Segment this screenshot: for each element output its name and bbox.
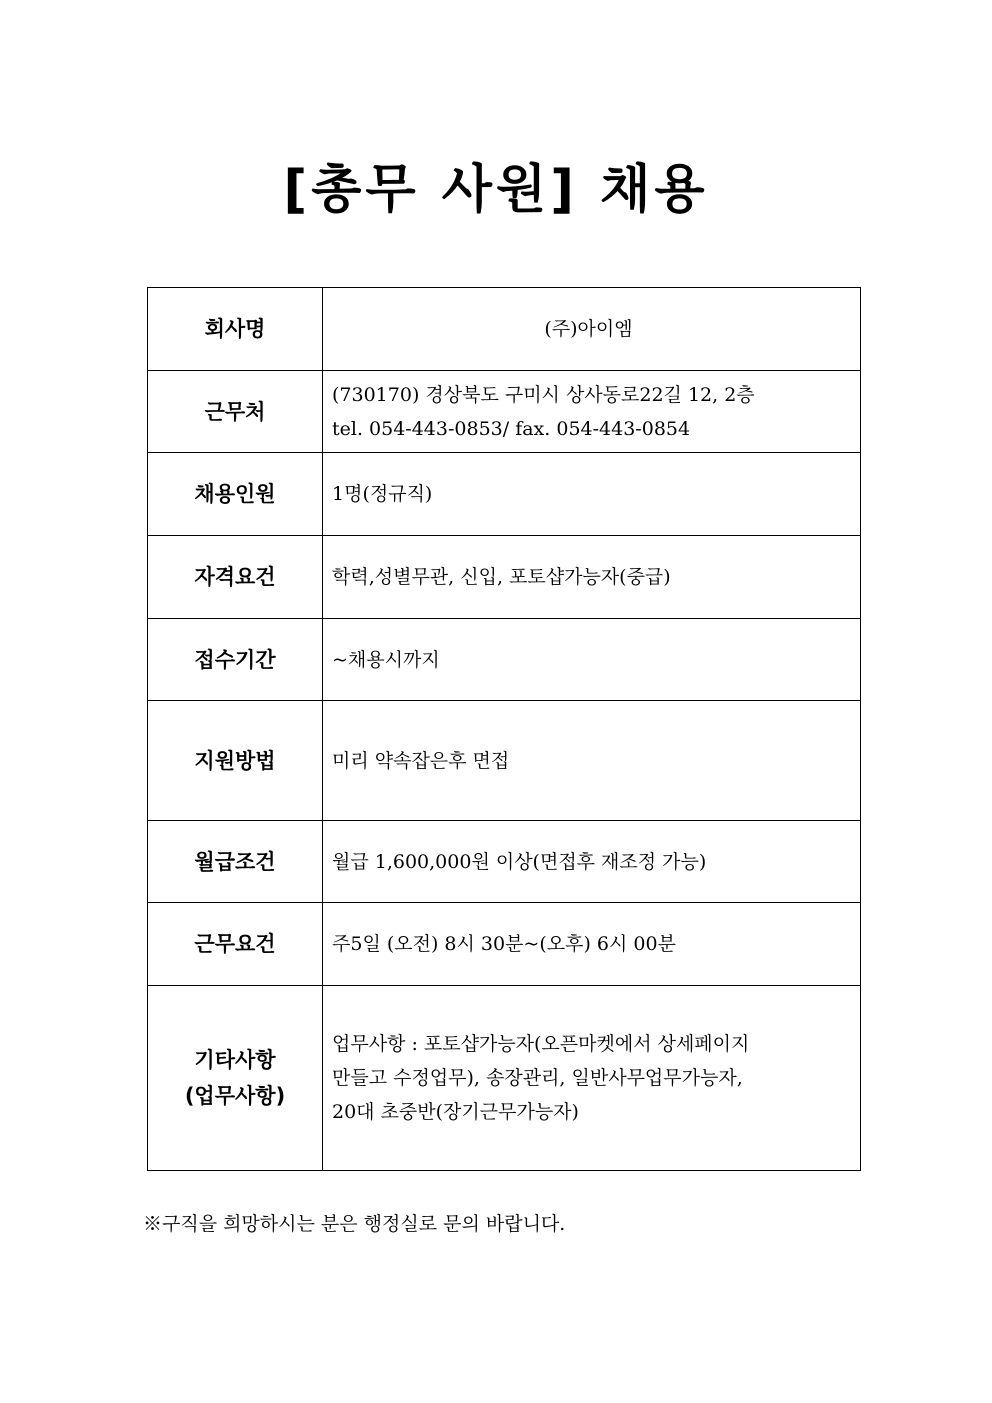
workplace-address: (730170) 경상북도 구미시 상사동로22길 12, 2층 bbox=[332, 383, 755, 406]
table-row-company bbox=[148, 288, 861, 371]
row-value-qualifications bbox=[323, 536, 861, 619]
salary-value: 월급 1,600,000원 이상(면접후 재조정 가능) bbox=[332, 850, 707, 873]
application-method-value: 미리 약속잡은후 면접 bbox=[332, 749, 510, 772]
contact-footnote: ※구직을 희망하시는 분은 행정실로 문의 바랍니다. bbox=[143, 1213, 566, 1235]
row-value-work-conditions bbox=[323, 903, 861, 986]
table-row-salary bbox=[148, 821, 861, 903]
other-details-line-2: 만들고 수정업무), 송장관리, 일반사무업무가능자, bbox=[332, 1067, 743, 1089]
row-label-qualifications: 자격요건 bbox=[148, 536, 323, 619]
row-value-other-details bbox=[323, 986, 861, 1171]
row-value-headcount bbox=[323, 453, 861, 536]
row-value-company bbox=[323, 288, 861, 371]
row-label-other-details bbox=[148, 986, 323, 1171]
row-label-application-period: 접수기간 bbox=[148, 619, 323, 701]
row-label-workplace: 근무처 bbox=[148, 371, 323, 453]
row-label-headcount: 채용인원 bbox=[148, 453, 323, 536]
row-value-salary bbox=[323, 821, 861, 903]
row-label-company: 회사명 bbox=[148, 288, 323, 371]
table-row-application-method bbox=[148, 701, 861, 821]
qualifications-value: 학력,성별무관, 신입, 포토샵가능자(중급) bbox=[332, 566, 671, 588]
work-conditions-value: 주5일 (오전) 8시 30분~(오후) 6시 00분 bbox=[332, 933, 676, 955]
other-details-line-3: 20대 초중반(장기근무가능자) bbox=[332, 1101, 579, 1123]
company-name: (주)아이엠 bbox=[544, 318, 633, 340]
row-label-salary: 월급조건 bbox=[148, 821, 323, 903]
row-value-application-method bbox=[323, 701, 861, 821]
table-row-qualifications bbox=[148, 536, 861, 619]
other-details-line-1: 업무사항 : 포토샵가능자(오픈마켓에서 상세페이지 bbox=[332, 1033, 750, 1055]
table-row-headcount bbox=[148, 453, 861, 536]
row-label-application-method: 지원방법 bbox=[148, 701, 323, 821]
other-details-label-line-2: (업무사항) bbox=[184, 1084, 286, 1108]
job-info-table bbox=[147, 287, 861, 1171]
table-row-workplace bbox=[148, 371, 861, 453]
row-value-application-period bbox=[323, 619, 861, 701]
row-label-work-conditions: 근무요건 bbox=[148, 903, 323, 986]
application-period-value: ~채용시까지 bbox=[332, 648, 440, 671]
page-title: [총무 사원] 채용 bbox=[283, 160, 709, 220]
workplace-contact: tel. 054-443-0853/ fax. 054-443-0854 bbox=[332, 417, 691, 440]
table-row-application-period bbox=[148, 619, 861, 701]
table-row-other-details bbox=[148, 986, 861, 1171]
other-details-label-line-1: 기타사항 bbox=[194, 1048, 276, 1072]
headcount-value: 1명(정규직) bbox=[332, 483, 433, 505]
row-value-workplace bbox=[323, 371, 861, 453]
table-row-work-conditions bbox=[148, 903, 861, 986]
